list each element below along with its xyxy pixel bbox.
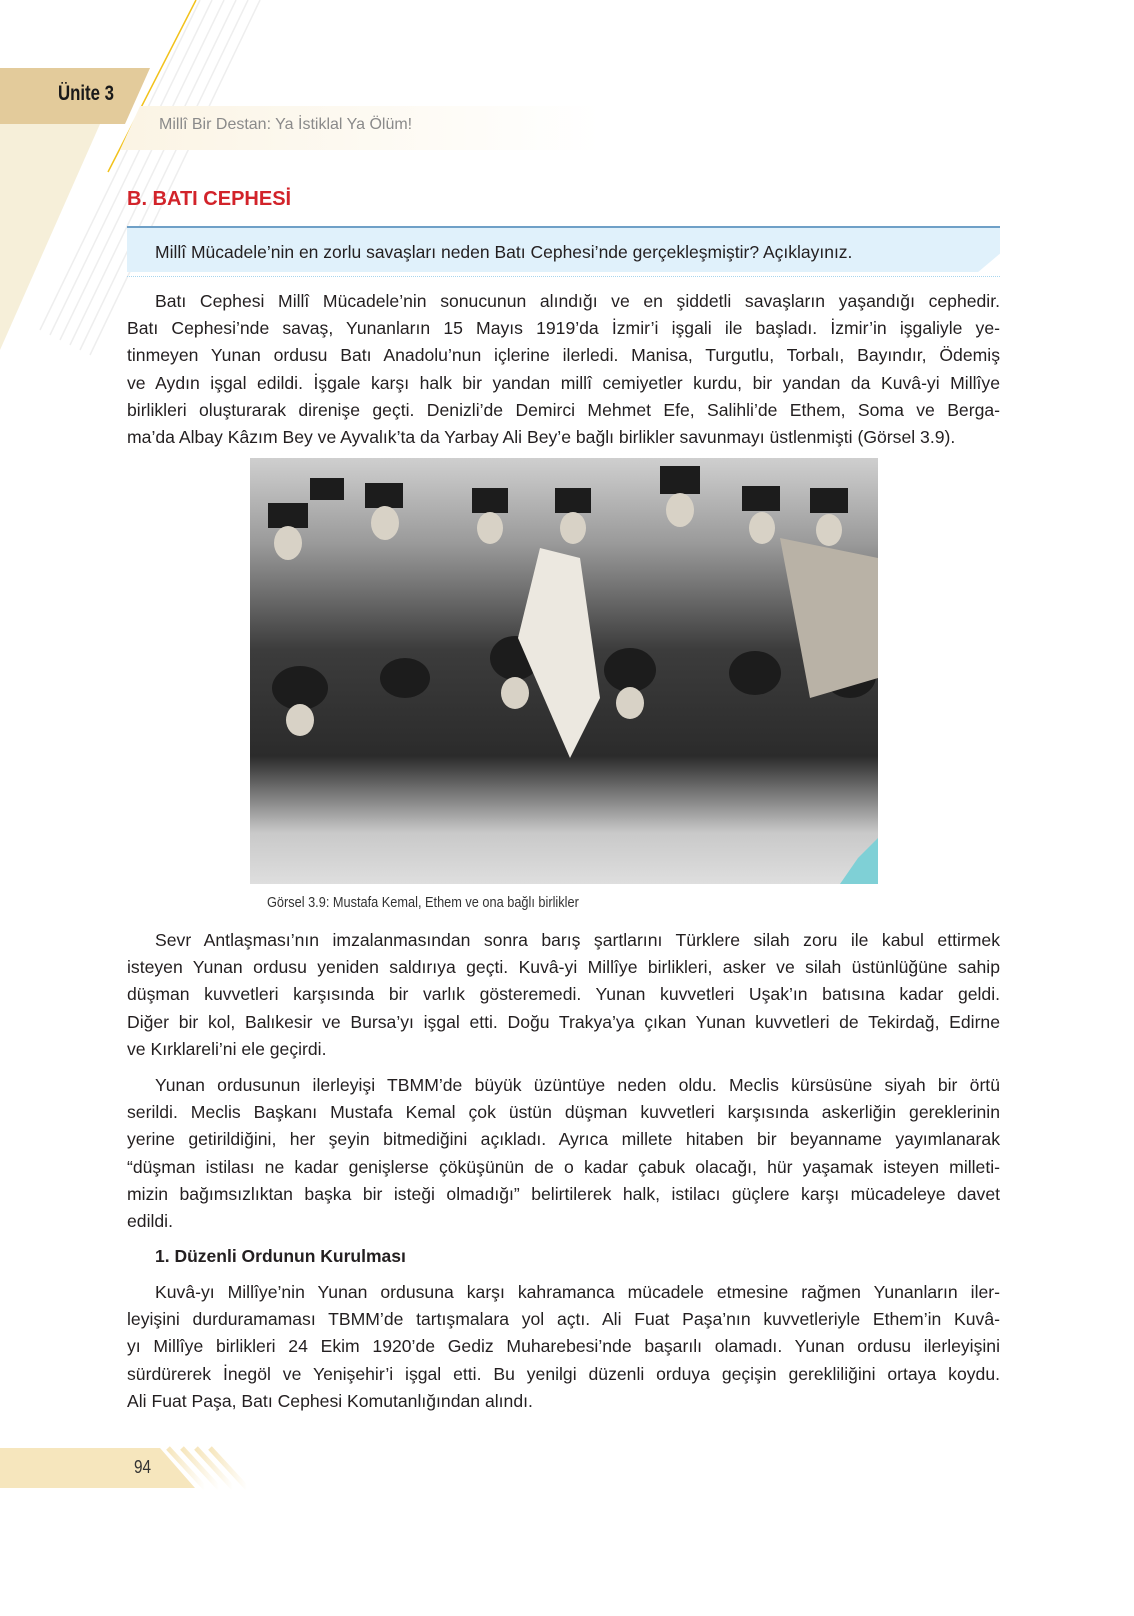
paragraph-line: mizin bağımsızlıktan başka bir isteği olmadığı” belirtilerek halk, istilacı güçlere karşı mücadeleye davet xyxy=(127,1183,1000,1204)
section-title: B. BATI CEPHESİ xyxy=(127,188,292,210)
divider xyxy=(127,276,1000,277)
paragraph-line: sürdürerek İnegöl ve Yenişehir’i işgal etti. Bu yenilgi düzenli orduya geçişin gerekliliğini ortaya koydu. xyxy=(127,1363,1000,1384)
paragraph-line: “düşman istilası ne kadar genişlerse çöküşünün de o kadar çabuk olacağı, hür yaşamak isteyen milleti- xyxy=(127,1156,1000,1177)
paragraph xyxy=(127,1279,1000,1415)
paragraph xyxy=(127,927,1000,1063)
paragraph-line: Diğer bir kol, Balıkesir ve Bursa’yı işgal etti. Doğu Trakya’ya çıkan Yunan kuvvetleri de Tekirdağ, Edirne xyxy=(127,1011,1000,1032)
paragraph-line: Sevr Antlaşması’nın imzalanmasından sonra barış şartlarını Türklere silah zoru ile kabul ettirmek xyxy=(155,930,1000,950)
paragraph-line: Ali Fuat Paşa, Batı Cephesi Komutanlığından alındı. xyxy=(127,1390,533,1411)
paragraph-line: Batı Cephesi Millî Mücadele’nin sonucunun alındığı ve en şiddetli savaşların yaşandığı cephedir. xyxy=(155,291,1000,311)
paragraph-line: serildi. Meclis Başkanı Mustafa Kemal çok üstün düşman kuvvetleri karşısında askerliğin gereklerinin xyxy=(127,1102,1000,1123)
figure-caption: Görsel 3.9: Mustafa Kemal, Ethem ve ona bağlı birlikler xyxy=(267,894,579,911)
paragraph-line: ve Kırklareli’ni ele geçirdi. xyxy=(127,1038,327,1059)
subheading: 1. Düzenli Ordunun Kurulması xyxy=(155,1246,406,1266)
paragraph xyxy=(127,1072,1000,1235)
page-number: 94 xyxy=(134,1457,152,1477)
paragraph xyxy=(127,288,1000,451)
paragraph-line: düşman kuvvetleri karşısında bir varlık gösteremedi. Yunan kuvvetleri Uşak’ın batısına kadar geldi. xyxy=(127,984,1000,1005)
paragraph-line: ve Aydın işgal edildi. İşgale karşı halk bir yandan millî cemiyetler kurdu, bir yandan da Kuvâ-yi Millîye xyxy=(127,372,1000,393)
paragraph-line: yerine getirildiğini, her şeyin bitmediğini açıkladı. Ayrıca millete hitaben bir beyanname yayımlanarak xyxy=(127,1129,1000,1150)
paragraph-line: Yunan ordusunun ilerleyişi TBMM’de büyük üzüntüye neden oldu. Meclis kürsüsüne siyah bir örtü xyxy=(155,1075,1000,1095)
paragraph-line: Kuvâ-yı Millîye’nin Yunan ordusuna karşı kahramanca mücadele etmesine rağmen Yunanların iler- xyxy=(155,1282,1000,1302)
historical-photo xyxy=(250,458,878,884)
paragraph-line: Batı Cephesi’nde savaş, Yunanların 15 Mayıs 1919’da İzmir’i işgali ile başladı. İzmir’in işgaliyle ye- xyxy=(127,318,1000,339)
paragraph-line: edildi. xyxy=(127,1211,173,1232)
paragraph-line: isteyen Yunan ordusu yeniden saldırıya geçti. Kuvâ-yi Millîye birlikleri, asker ve silah üstünlüğüne sahip xyxy=(127,957,1000,978)
paragraph-line: yı Millîye birlikleri 24 Ekim 1920’de Gediz Muharebesi’nde başarılı olamadı. Yunan ordusu ilerleyişini xyxy=(127,1336,1000,1357)
question-text: Millî Mücadele’nin en zorlu savaşları neden Batı Cephesi’nde gerçekleşmiştir? Açıklayınız. xyxy=(155,242,853,262)
paragraph-line: ma’da Albay Kâzım Bey ve Ayvalık’ta da Yarbay Ali Bey’e bağlı birlikler savunmayı üstlenmişti (Görsel 3.9). xyxy=(127,427,956,448)
photo-figures xyxy=(250,458,878,884)
paragraph-line: birlikleri oluşturarak direnişe geçti. Denizli’de Demirci Mehmet Efe, Salihli’de Ethem, Soma ve Berga- xyxy=(127,399,1000,420)
unit-label: Ünite 3 xyxy=(58,82,115,105)
paragraph-line: leyişini durduramaması TBMM’de tartışmalara yol açtı. Ali Fuat Paşa’nın kuvvetleriyle Ethem’in Kuvâ- xyxy=(127,1309,1000,1330)
paragraph-line: tinmeyen Yunan ordusu Batı Anadolu’nun içlerine ilerledi. Manisa, Turgutlu, Torbalı, Bayındır, Ödemiş xyxy=(127,345,1000,366)
chapter-subtitle: Millî Bir Destan: Ya İstiklal Ya Ölüm! xyxy=(159,116,413,133)
